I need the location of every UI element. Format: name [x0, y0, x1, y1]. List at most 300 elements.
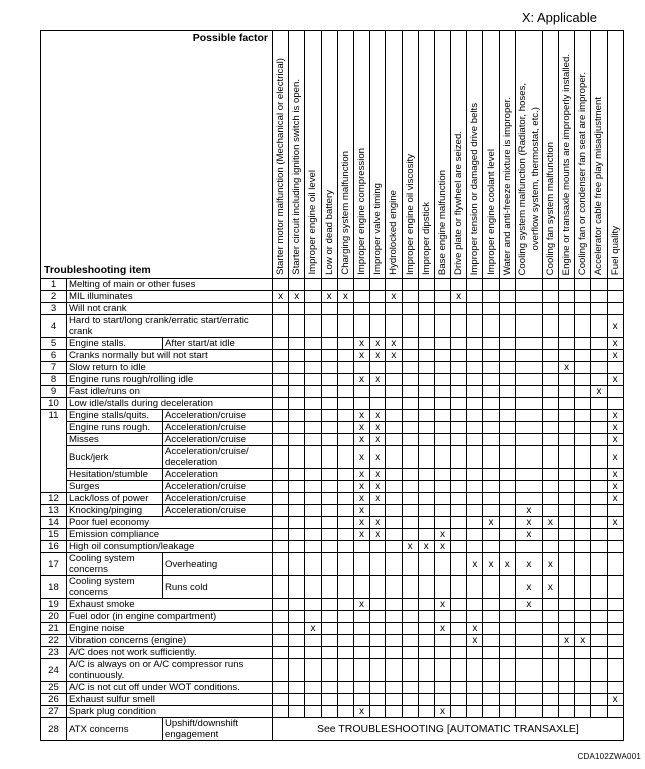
factor-cell: [289, 386, 305, 398]
factor-cell: [467, 398, 483, 410]
factor-cell: x: [607, 350, 623, 362]
factor-cell: x: [370, 493, 386, 505]
factor-cell: [483, 422, 499, 434]
item-text: Hard to start/long crank/erratic start/erratic crank: [67, 315, 273, 338]
table-row: [41, 599, 624, 611]
factor-cell: [321, 647, 337, 659]
factor-cell: [402, 517, 418, 529]
factor-cell: [559, 410, 575, 422]
factor-cell: x: [370, 481, 386, 493]
factor-cell: [483, 303, 499, 315]
factor-cell: [305, 481, 321, 493]
factor-cell: [559, 374, 575, 386]
factor-cell: x: [542, 553, 558, 576]
factor-cell: x: [515, 553, 542, 576]
factor-cell: x: [607, 694, 623, 706]
factor-cell: [434, 279, 450, 291]
factor-cell: [289, 623, 305, 635]
table-row: [41, 469, 624, 481]
factor-cell: [575, 517, 591, 529]
factor-cell: [353, 541, 369, 553]
factor-cell: [418, 635, 434, 647]
table-row: [41, 291, 624, 303]
factor-cell: [467, 362, 483, 374]
factor-cell: [353, 611, 369, 623]
factor-cell: [402, 505, 418, 517]
factor-label: Hydrolocked engine: [388, 190, 400, 275]
factor-cell: [353, 362, 369, 374]
factor-cell: [289, 659, 305, 682]
factor-cell: [305, 517, 321, 529]
factor-cell: [386, 611, 402, 623]
row-number: 6: [41, 350, 67, 362]
factor-cell: [575, 576, 591, 599]
factor-cell: [591, 611, 607, 623]
factor-cell: x: [386, 350, 402, 362]
table-row: [41, 279, 624, 291]
factor-cell: [289, 362, 305, 374]
factor-cell: [451, 374, 467, 386]
figure-code: CDA102ZWA001: [577, 752, 641, 761]
factor-cell: x: [591, 386, 607, 398]
factor-cell: [337, 338, 353, 350]
factor-cell: [434, 647, 450, 659]
factor-cell: [607, 398, 623, 410]
factor-cell: [353, 386, 369, 398]
item-text: Engine stalls/quits.: [67, 410, 163, 422]
factor-cell: [591, 706, 607, 718]
factor-cell: [353, 303, 369, 315]
factor-cell: [575, 505, 591, 517]
factor-cell: x: [370, 469, 386, 481]
factor-cell: [483, 659, 499, 682]
factor-cell: [591, 291, 607, 303]
row-number: 27: [41, 706, 67, 718]
factor-cell: x: [515, 576, 542, 599]
factor-cell: [559, 338, 575, 350]
factor-cell: [451, 386, 467, 398]
factor-cell: [559, 659, 575, 682]
factor-cell: [559, 350, 575, 362]
factor-cell: [305, 338, 321, 350]
factor-cell: [418, 469, 434, 481]
factor-cell: [273, 694, 289, 706]
factor-cell: [591, 469, 607, 481]
table-row: [41, 362, 624, 374]
factor-cell: [591, 682, 607, 694]
factor-cell: x: [386, 291, 402, 303]
row-number: 24: [41, 659, 67, 682]
factor-cell: [418, 576, 434, 599]
factor-cell: [337, 422, 353, 434]
factor-cell: x: [483, 517, 499, 529]
factor-cell: x: [402, 541, 418, 553]
item-text: Fast idle/runs on: [67, 386, 273, 398]
factor-cell: [515, 374, 542, 386]
factor-cell: [542, 422, 558, 434]
factor-cell: [273, 446, 289, 469]
factor-cell: x: [337, 291, 353, 303]
factor-cell: [434, 493, 450, 505]
factor-cell: [418, 481, 434, 493]
item-text: Fuel odor (in engine compartment): [67, 611, 273, 623]
factor-cell: [337, 303, 353, 315]
factor-cell: [591, 541, 607, 553]
factor-header: [289, 31, 305, 279]
factor-label: Improper valve timing: [372, 183, 384, 275]
factor-cell: [289, 374, 305, 386]
factor-cell: [386, 576, 402, 599]
factor-header: [402, 31, 418, 279]
factor-cell: [499, 576, 515, 599]
factor-cell: [467, 599, 483, 611]
troubleshooting-table: [40, 30, 624, 741]
factor-cell: x: [607, 422, 623, 434]
factor-cell: [434, 469, 450, 481]
table-row: [41, 386, 624, 398]
factor-cell: [402, 469, 418, 481]
factor-cell: [353, 576, 369, 599]
item-text: ATX concerns: [67, 718, 163, 741]
factor-cell: [370, 362, 386, 374]
factor-cell: [273, 682, 289, 694]
factor-cell: [273, 576, 289, 599]
factor-cell: [305, 529, 321, 541]
item-text: Slow return to idle: [67, 362, 273, 374]
factor-cell: [434, 694, 450, 706]
factor-cell: x: [353, 706, 369, 718]
factor-cell: [434, 362, 450, 374]
factor-cell: [515, 647, 542, 659]
row-number: 15: [41, 529, 67, 541]
factor-cell: [418, 446, 434, 469]
factor-cell: [451, 446, 467, 469]
factor-cell: [305, 362, 321, 374]
factor-cell: x: [386, 338, 402, 350]
factor-cell: [542, 469, 558, 481]
row-number: 3: [41, 303, 67, 315]
factor-cell: [337, 694, 353, 706]
factor-cell: [402, 682, 418, 694]
factor-cell: [418, 553, 434, 576]
factor-cell: [515, 659, 542, 682]
factor-cell: [337, 706, 353, 718]
factor-cell: [370, 553, 386, 576]
item-text: Emission compliance: [67, 529, 273, 541]
factor-cell: [321, 374, 337, 386]
legend: X: Applicable: [521, 10, 597, 25]
factor-cell: [483, 398, 499, 410]
factor-cell: x: [515, 505, 542, 517]
factor-cell: [451, 505, 467, 517]
factor-cell: [321, 529, 337, 541]
factor-cell: [321, 611, 337, 623]
factor-cell: [434, 422, 450, 434]
factor-cell: [402, 410, 418, 422]
row-number: 8: [41, 374, 67, 386]
factor-cell: [305, 469, 321, 481]
factor-header: [321, 31, 337, 279]
factor-cell: [402, 623, 418, 635]
factor-cell: [402, 694, 418, 706]
row-number: 20: [41, 611, 67, 623]
factor-cell: [434, 386, 450, 398]
factor-cell: [386, 659, 402, 682]
factor-cell: [499, 315, 515, 338]
factor-cell: x: [434, 529, 450, 541]
item-text: Vibration concerns (engine): [67, 635, 273, 647]
factor-header: [542, 31, 558, 279]
factor-cell: [591, 623, 607, 635]
factor-cell: [499, 659, 515, 682]
factor-cell: [305, 434, 321, 446]
factor-label: Improper dipstick: [420, 201, 432, 275]
factor-cell: [321, 279, 337, 291]
factor-cell: [467, 338, 483, 350]
factor-label: Base engine malfunction: [436, 169, 448, 275]
factor-cell: [575, 623, 591, 635]
factor-cell: [575, 410, 591, 422]
item-text: Melting of main or other fuses: [67, 279, 273, 291]
factor-cell: [607, 505, 623, 517]
factor-cell: [273, 315, 289, 338]
factor-cell: [402, 374, 418, 386]
factor-cell: [499, 410, 515, 422]
factor-cell: [515, 386, 542, 398]
factor-cell: [607, 682, 623, 694]
factor-cell: [402, 576, 418, 599]
factor-cell: x: [575, 635, 591, 647]
factor-cell: [434, 350, 450, 362]
row-number: 1: [41, 279, 67, 291]
factor-cell: [305, 386, 321, 398]
factor-cell: [483, 611, 499, 623]
factor-cell: [305, 576, 321, 599]
factor-cell: [370, 635, 386, 647]
factor-cell: [337, 623, 353, 635]
row-number: 22: [41, 635, 67, 647]
factor-cell: [418, 682, 434, 694]
row-number: 4: [41, 315, 67, 338]
factor-cell: [483, 410, 499, 422]
factor-cell: [289, 541, 305, 553]
condition-text: Upshift/downshift engagement: [163, 718, 273, 741]
factor-cell: [386, 529, 402, 541]
factor-cell: [591, 315, 607, 338]
factor-cell: [451, 647, 467, 659]
factor-cell: [321, 599, 337, 611]
factor-cell: [434, 446, 450, 469]
factor-cell: [467, 410, 483, 422]
factor-cell: x: [515, 529, 542, 541]
factor-cell: [321, 694, 337, 706]
factor-cell: [591, 553, 607, 576]
factor-cell: [483, 529, 499, 541]
item-text: Will not crank: [67, 303, 273, 315]
factor-cell: [483, 493, 499, 505]
row-number: 10: [41, 398, 67, 410]
factor-header: [451, 31, 467, 279]
factor-cell: x: [370, 529, 386, 541]
factor-cell: [321, 493, 337, 505]
factor-cell: [515, 635, 542, 647]
table-row: [41, 623, 624, 635]
factor-cell: [402, 398, 418, 410]
factor-cell: [467, 576, 483, 599]
factor-cell: [451, 529, 467, 541]
factor-cell: [575, 386, 591, 398]
table-row: [41, 434, 624, 446]
table-row: [41, 350, 624, 362]
factor-cell: [273, 469, 289, 481]
factor-cell: [559, 529, 575, 541]
factor-cell: [559, 541, 575, 553]
table-row: [41, 682, 624, 694]
factor-cell: [591, 505, 607, 517]
troubleshooting-item-label: Troubleshooting item: [44, 264, 151, 276]
factor-cell: [559, 517, 575, 529]
factor-cell: [273, 279, 289, 291]
factor-cell: [289, 338, 305, 350]
factor-cell: [451, 541, 467, 553]
item-text: Buck/jerk: [67, 446, 163, 469]
factor-cell: [542, 623, 558, 635]
factor-cell: [273, 529, 289, 541]
factor-cell: [575, 315, 591, 338]
factor-label: Cooling fan system malfunction: [544, 141, 556, 275]
factor-cell: [499, 291, 515, 303]
factor-cell: [542, 350, 558, 362]
factor-cell: [386, 623, 402, 635]
factor-cell: [559, 422, 575, 434]
factor-cell: [575, 374, 591, 386]
factor-cell: [273, 635, 289, 647]
factor-cell: [289, 517, 305, 529]
item-text: Knocking/pinging: [67, 505, 163, 517]
row-number: 2: [41, 291, 67, 303]
factor-cell: [289, 576, 305, 599]
item-text: Spark plug condition: [67, 706, 273, 718]
factor-cell: x: [559, 362, 575, 374]
factor-cell: [370, 505, 386, 517]
factor-cell: [499, 303, 515, 315]
factor-label: Cooling fan or condenser fan seat are improper.: [577, 71, 589, 275]
factor-cell: [483, 541, 499, 553]
factor-cell: [337, 647, 353, 659]
factor-cell: [451, 434, 467, 446]
factor-cell: [575, 398, 591, 410]
factor-cell: [591, 410, 607, 422]
factor-cell: [434, 398, 450, 410]
factor-cell: x: [607, 315, 623, 338]
factor-cell: [353, 398, 369, 410]
factor-label: Improper engine oil level: [307, 170, 319, 275]
item-text: A/C does not work sufficiently.: [67, 647, 273, 659]
factor-cell: [418, 611, 434, 623]
factor-cell: [591, 362, 607, 374]
factor-cell: [591, 576, 607, 599]
item-text: Exhaust smoke: [67, 599, 273, 611]
factor-cell: [386, 493, 402, 505]
factor-cell: [337, 279, 353, 291]
factor-cell: [451, 303, 467, 315]
factor-cell: [515, 398, 542, 410]
factor-cell: [273, 647, 289, 659]
factor-cell: [418, 623, 434, 635]
factor-cell: [591, 493, 607, 505]
factor-cell: [305, 303, 321, 315]
factor-cell: [434, 303, 450, 315]
factor-cell: x: [321, 291, 337, 303]
factor-cell: x: [434, 599, 450, 611]
table-row: [41, 718, 624, 741]
factor-cell: [559, 315, 575, 338]
table-row: [41, 659, 624, 682]
table-row: [41, 374, 624, 386]
factor-cell: [370, 682, 386, 694]
factor-cell: x: [273, 291, 289, 303]
factor-cell: [402, 706, 418, 718]
factor-cell: [402, 350, 418, 362]
factor-cell: [575, 291, 591, 303]
row-number: 12: [41, 493, 67, 505]
factor-cell: [289, 446, 305, 469]
factor-cell: [607, 279, 623, 291]
factor-cell: [559, 623, 575, 635]
factor-cell: [467, 517, 483, 529]
factor-cell: [337, 517, 353, 529]
factor-cell: [499, 505, 515, 517]
factor-cell: [559, 434, 575, 446]
factor-cell: [402, 446, 418, 469]
factor-cell: [467, 481, 483, 493]
factor-cell: [542, 303, 558, 315]
factor-cell: [289, 398, 305, 410]
factor-cell: x: [353, 410, 369, 422]
factor-cell: [289, 599, 305, 611]
factor-cell: [289, 279, 305, 291]
factor-cell: [321, 350, 337, 362]
factor-cell: [542, 493, 558, 505]
factor-cell: [499, 529, 515, 541]
factor-cell: x: [353, 446, 369, 469]
factor-cell: [542, 481, 558, 493]
factor-cell: [483, 635, 499, 647]
factor-cell: [305, 599, 321, 611]
factor-cell: [451, 706, 467, 718]
factor-cell: [451, 469, 467, 481]
table-row: [41, 410, 624, 422]
factor-cell: x: [515, 599, 542, 611]
factor-cell: [591, 481, 607, 493]
item-text: Low idle/stalls during deceleration: [67, 398, 273, 410]
factor-cell: x: [451, 291, 467, 303]
factor-cell: [386, 599, 402, 611]
factor-cell: [515, 623, 542, 635]
factor-cell: [607, 541, 623, 553]
factor-cell: [337, 374, 353, 386]
factor-cell: [289, 303, 305, 315]
factor-cell: [434, 517, 450, 529]
factor-cell: [467, 611, 483, 623]
factor-cell: x: [607, 493, 623, 505]
factor-cell: [289, 469, 305, 481]
factor-cell: x: [607, 446, 623, 469]
factor-cell: [467, 374, 483, 386]
factor-cell: [289, 410, 305, 422]
factor-cell: x: [607, 374, 623, 386]
factor-cell: [515, 541, 542, 553]
